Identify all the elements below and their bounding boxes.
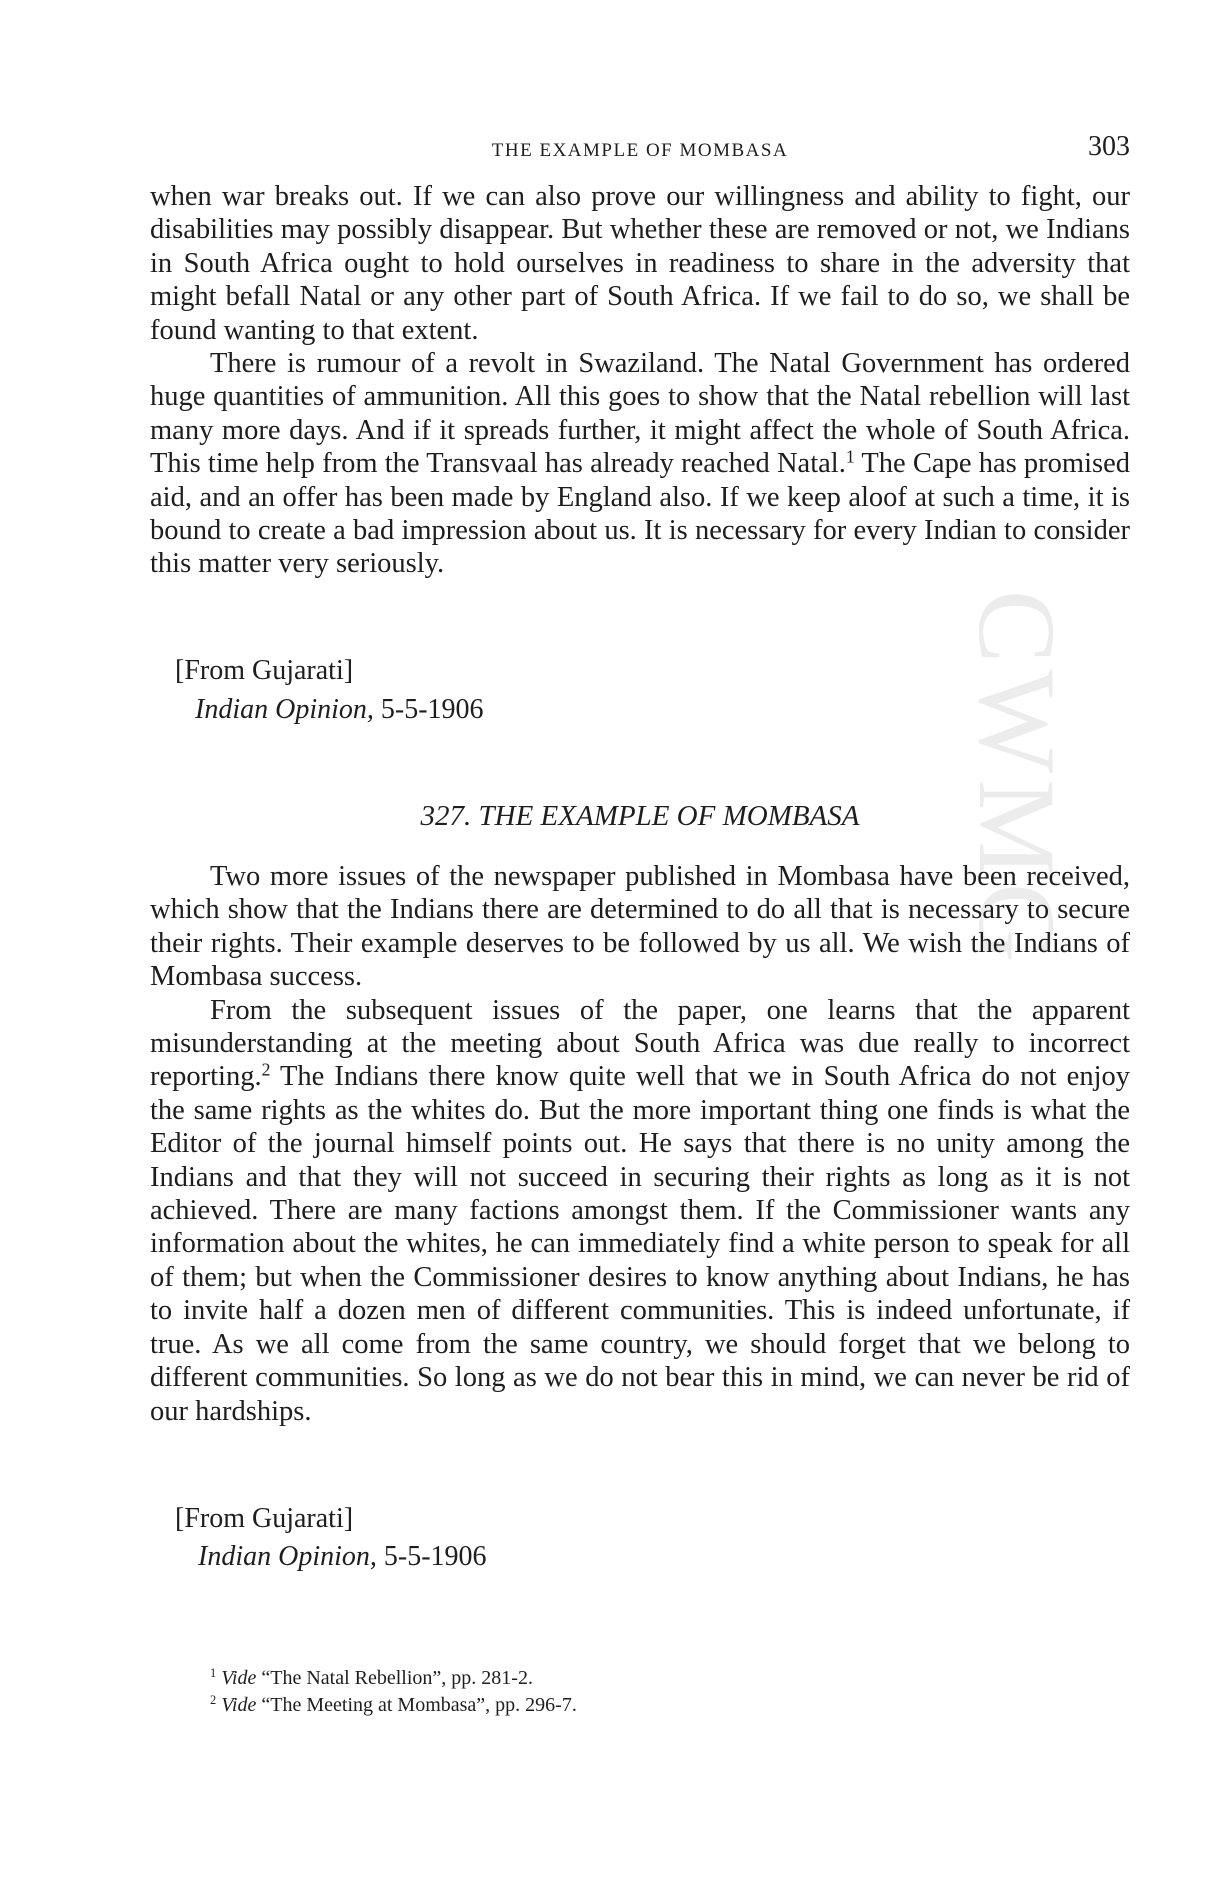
article-title: 327. THE EXAMPLE OF MOMBASA: [420, 800, 860, 832]
footnote-number: 2: [210, 1693, 217, 1708]
footnote-text: “The Meeting at Mombasa”, pp. 296-7.: [256, 1694, 577, 1716]
running-head: THE EXAMPLE OF MOMBASA: [491, 140, 789, 161]
citation-date: 5-5-1906: [376, 1541, 487, 1572]
previous-article-source: [175, 654, 1075, 687]
paragraph: Two more issues of the newspaper published in Mombasa have been received, which show that the Indians there are determined to do all that is necessary to secure their rights. Their example deserves to be followed by us all. We wish the Indians of Mombasa success.: [150, 861, 1130, 993]
paragraph-text: There is rumour of a revolt in Swaziland. The Natal Government has ordered huge quantities of ammunition. All this goes to show that the Natal rebellion will last many more days. And if it spreads further, it might affect the whole of South Africa. This time help from the Transvaal has already reached Natal.: [150, 348, 1130, 480]
footnotes: [210, 1665, 1110, 1719]
footnote-ref: 1: [845, 446, 855, 467]
previous-article-text: [150, 180, 1130, 581]
watermark: CWMG: [956, 590, 1078, 969]
paragraph-text: The Indians there know quite well that we in South Africa do not enjoy the same rights as the whites do. But the more important thing one finds is what the Editor of the journal himself points out. He says that there is no unity among the Indians and that they will not succeed in securing their rights as long as it is not achieved. There are many factions amongst them. If the Commissioner wants any information about the whites, he can immediately find a white person to speak for all of them; but when the Commissioner desires to know anything about Indians, he has to invite half a dozen men of different communities. This is indeed unfortunate, if true. As we all come from the same country, we should forget that we belong to different communities. So long as we do not bear this in mind, we can never be rid of our hardships.: [150, 1061, 1130, 1427]
citation-title: Indian Opinion,: [195, 694, 374, 725]
footnote: [210, 1665, 1110, 1692]
page-header: [150, 128, 1130, 168]
footnote: [210, 1692, 1110, 1719]
previous-article-citation: [195, 693, 1095, 726]
citation: [198, 1540, 1098, 1573]
page-number: 303: [1088, 131, 1130, 162]
paragraph: [150, 347, 1130, 581]
footnote-ref: 2: [261, 1059, 271, 1080]
paragraph-text: The Cape has promised aid, and an offer has been made by England also. If we keep aloof at such a time, it is bound to create a bad impression about us. It is necessary for every Indian to consider this matter very seriously.: [150, 448, 1130, 580]
article-text: [150, 860, 1130, 1428]
paragraph: when war breaks out. If we can also prove our willingness and ability to fight, our disabilities may possibly disappear. But whether these are removed or not, we Indians in South Africa ought to hold ourselves in readiness to share in the adversity that might befall Natal or any other part of South Africa. If we fail to do so, we shall be found wanting to that extent.: [150, 181, 1130, 346]
source-note: [From Gujarati]: [175, 1503, 354, 1534]
footnote-vide: Vide: [221, 1694, 257, 1716]
source-note: [From Gujarati]: [175, 655, 354, 686]
paragraph: [150, 994, 1130, 1428]
citation: [195, 693, 1095, 726]
footnote-number: 1: [210, 1666, 217, 1681]
footnote-text: “The Natal Rebellion”, pp. 281-2.: [256, 1667, 533, 1689]
article-source: [175, 1502, 1075, 1535]
paragraph-text: From the subsequent issues of the paper, one learns that the apparent misunderstanding at the meeting about South Africa was due really to incorrect reporting.: [150, 994, 1130, 1093]
citation-date: 5-5-1906: [373, 694, 484, 725]
footnote-vide: Vide: [221, 1667, 257, 1689]
article-citation: [198, 1540, 1098, 1573]
citation-title: Indian Opinion,: [198, 1541, 377, 1572]
